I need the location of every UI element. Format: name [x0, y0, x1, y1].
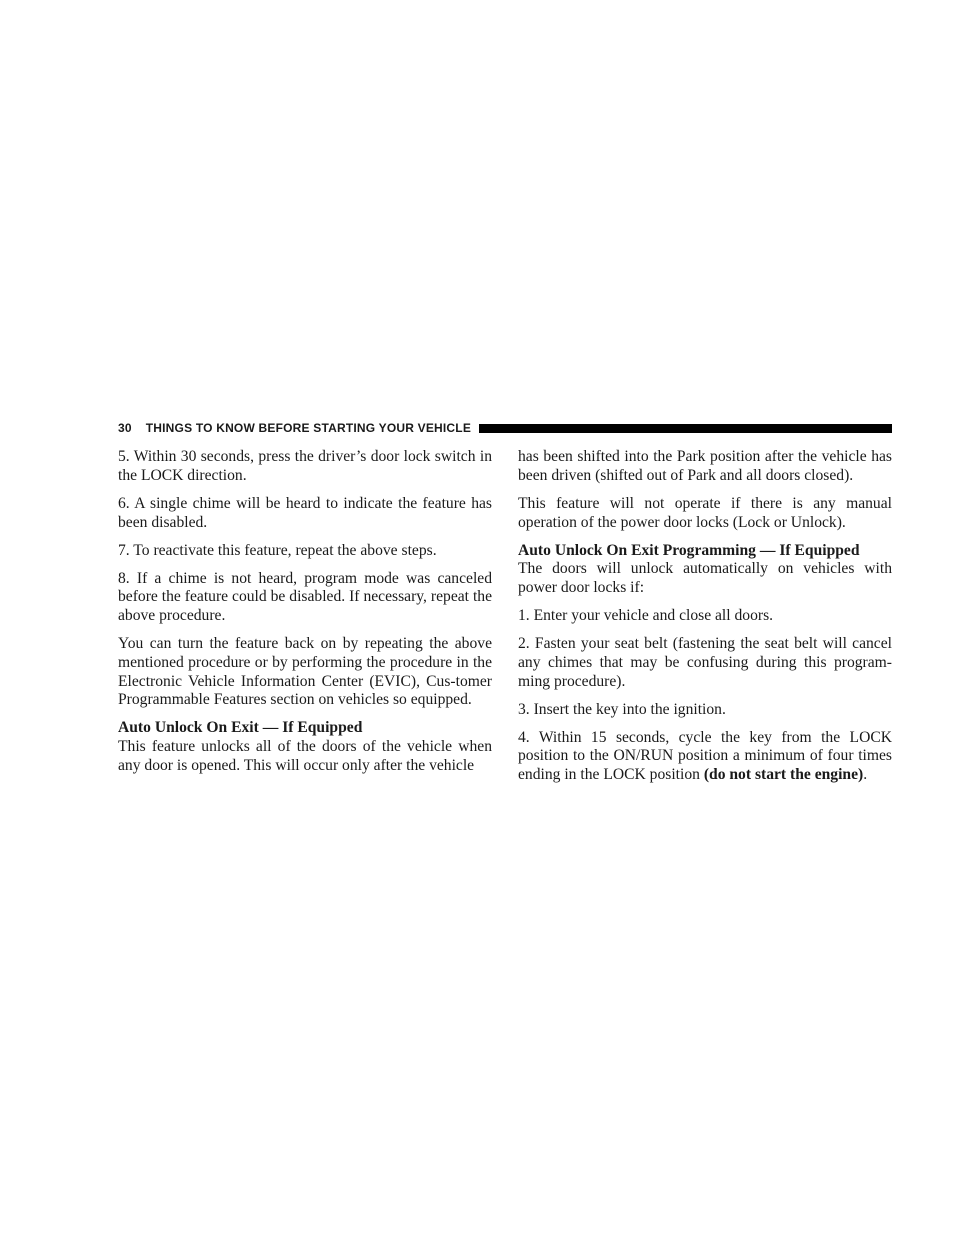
prog-step-4-paragraph — [518, 729, 892, 785]
programming-heading: Auto Unlock On Exit Programming — If Equipped — [518, 541, 860, 559]
prog-step-4-warning: (do not start the engine) — [703, 766, 864, 784]
header-rule — [479, 424, 892, 433]
auto-unlock-heading: Auto Unlock On Exit — If Equipped — [118, 719, 363, 737]
step-8-paragraph: 8. If a chime is not heard, program mode was canceled before the feature could be disabled. If necessary, repeat the above procedure. — [118, 569, 492, 625]
prog-step-4-end: . — [863, 766, 868, 784]
step-6-paragraph: 6. A single chime will be heard to indicate the feature has been disabled. — [118, 494, 492, 531]
step-5-paragraph: 5. Within 30 seconds, press the driver’s door lock switch in the LOCK direction. — [118, 448, 492, 484]
reactivate-paragraph: You can turn the feature back on by repeating the above mentioned procedure or by performing the procedure in the Electronic Vehicle Information Center (EVIC), Cus-tomer Programmable Features section on vehicles so equipped. — [118, 635, 492, 709]
left-column — [118, 448, 492, 776]
auto-unlock-paragraph: This feature unlocks all of the doors of the vehicle when any door is opened. This will occur only after the vehicle — [118, 738, 492, 774]
prog-step-3-paragraph: 3. Insert the key into the ignition. — [518, 700, 726, 718]
prog-step-4-text: 4. Within 15 seconds, cycle the key from the LOCK position to the ON/RUN position a minimum of four times ending in the LOCK position — [518, 728, 892, 784]
programming-intro-paragraph: The doors will unlock automatically on vehicles with power door locks if: — [518, 560, 892, 596]
park-position-paragraph: has been shifted into the Park position after the vehicle has been driven (shifted out of Park and all doors closed). — [518, 448, 892, 484]
prog-step-2-paragraph: 2. Fasten your seat belt (fastening the seat belt will cancel any chimes that may be confusing during this program-ming procedure). — [518, 635, 892, 690]
manual-operation-paragraph: This feature will not operate if there is any manual operation of the power door locks (Lock or Unlock). — [518, 494, 892, 531]
page-header — [118, 420, 892, 436]
step-7-paragraph: 7. To reactivate this feature, repeat the above steps. — [118, 541, 437, 559]
prog-step-1-paragraph: 1. Enter your vehicle and close all doors. — [518, 607, 774, 625]
page-number: 30 — [118, 421, 132, 435]
right-column — [518, 448, 892, 785]
section-title: THINGS TO KNOW BEFORE STARTING YOUR VEHICLE — [145, 421, 472, 435]
